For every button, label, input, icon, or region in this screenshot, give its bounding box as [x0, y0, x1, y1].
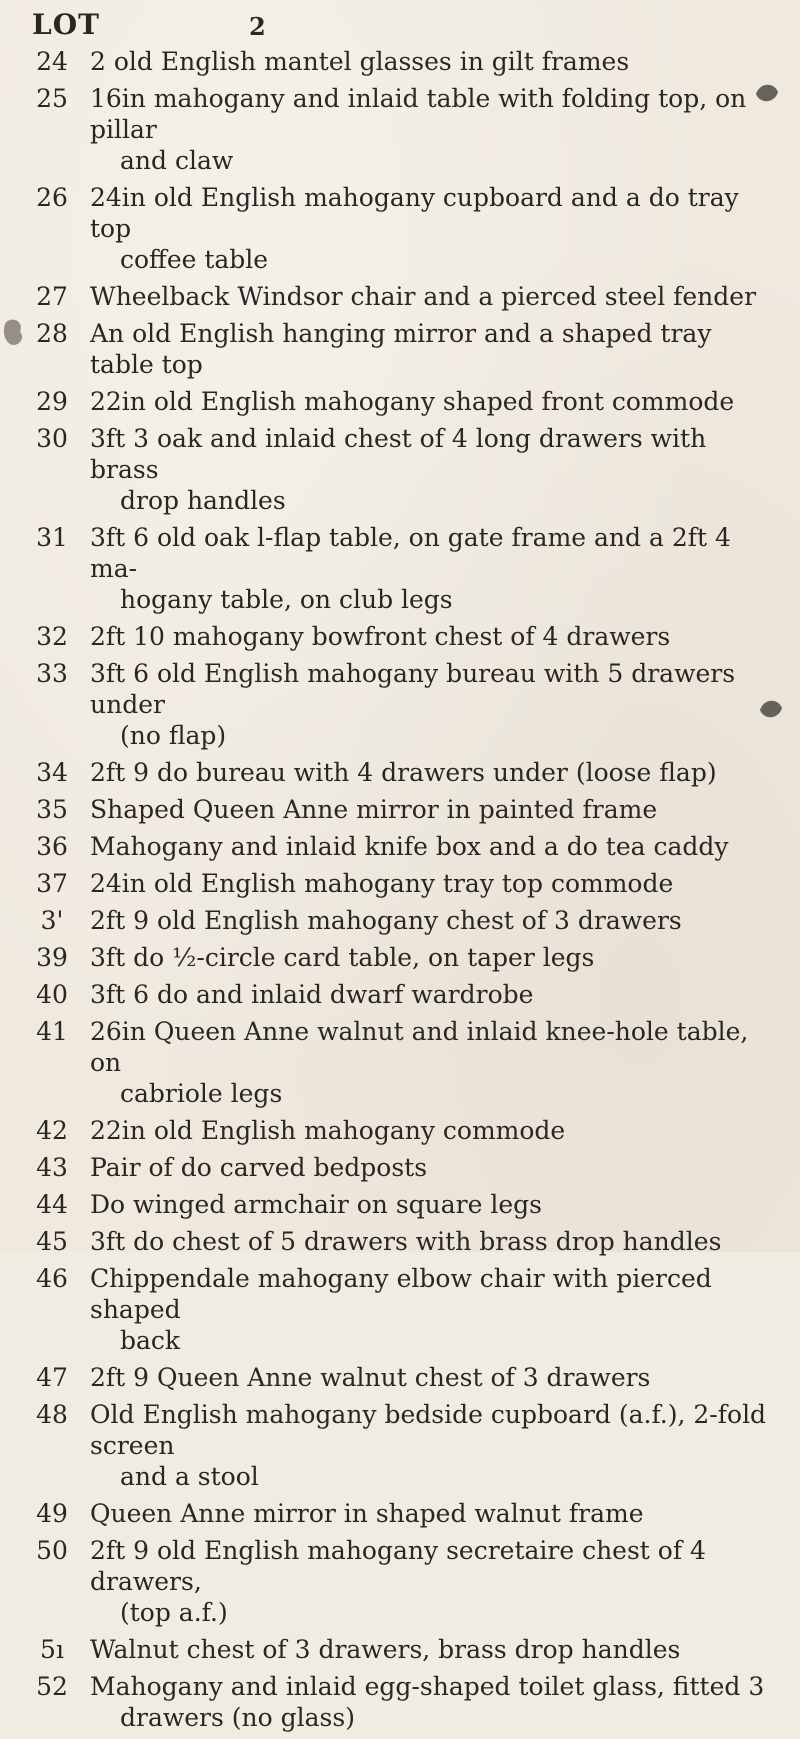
lot-description-line: 3ft 6 do and inlaid dwarf wardrobe: [90, 980, 534, 1009]
lot-description-line: Pair of do carved bedposts: [90, 1153, 428, 1182]
pencil-mark-icon: [756, 694, 786, 724]
ink-blot-icon: [2, 316, 28, 350]
lot-entry: [28, 794, 768, 825]
lot-description: [76, 83, 768, 176]
lot-entry: [28, 1016, 768, 1109]
lot-description-line: Walnut chest of 3 drawers, brass drop handles: [90, 1635, 681, 1664]
lot-number: 33: [36, 659, 68, 688]
lot-description: [76, 1671, 768, 1733]
lot-entry: [28, 1362, 768, 1393]
lot-entry: [28, 1535, 768, 1628]
lot-number: 32: [36, 622, 68, 651]
lot-number: 35: [36, 795, 68, 824]
lot-description: [76, 1263, 768, 1356]
lot-description-line: 2ft 9 Queen Anne walnut chest of 3 drawers: [90, 1363, 651, 1392]
lot-number: 49: [36, 1499, 68, 1528]
lot-description: [76, 386, 768, 417]
lot-description-continuation: (no flap): [120, 721, 227, 750]
lot-description: [76, 1189, 768, 1220]
lot-description-line: 22in old English mahogany shaped front commode: [90, 387, 735, 416]
lot-description: [76, 522, 768, 615]
lot-number: 37: [36, 869, 68, 898]
lot-entry: [28, 182, 768, 275]
lot-number: 43: [36, 1153, 68, 1182]
lot-entry: [28, 318, 768, 380]
lot-entry: [28, 386, 768, 417]
lot-entry: [28, 1671, 768, 1733]
lot-description-line: 16in mahogany and inlaid table with folding top, on pillar: [90, 84, 747, 144]
lot-description-continuation: coffee table: [120, 245, 269, 274]
lot-description-continuation: back: [120, 1326, 181, 1355]
lot-number: 26: [36, 183, 68, 212]
lot-entry: [28, 1634, 768, 1665]
lot-description-continuation: and a stool: [120, 1462, 259, 1491]
lot-entry: [28, 522, 768, 615]
pencil-mark-icon: [752, 78, 782, 108]
lot-entry: [28, 1115, 768, 1146]
lot-entry: [28, 46, 768, 77]
lot-entry: [28, 1189, 768, 1220]
lot-number: 46: [36, 1264, 68, 1293]
lot-description: [76, 46, 768, 77]
lot-description-line: Wheelback Windsor chair and a pierced steel fender: [90, 282, 757, 311]
lot-description: [76, 1362, 768, 1393]
lot-number: 45: [36, 1227, 68, 1256]
lot-number: 42: [36, 1116, 68, 1145]
lot-description: [76, 979, 768, 1010]
lot-entry: [28, 868, 768, 899]
lot-description-line: Mahogany and inlaid egg-shaped toilet glass, fitted 3: [90, 1672, 765, 1701]
lot-number: 34: [36, 758, 68, 787]
lot-number: 41: [36, 1017, 68, 1046]
lot-number: 50: [36, 1536, 68, 1565]
lot-description-line: Mahogany and inlaid knife box and a do tea caddy: [90, 832, 729, 861]
lot-description: [76, 1399, 768, 1492]
lot-description: [76, 658, 768, 751]
lot-description: [76, 1535, 768, 1628]
lot-description-line: 3ft do ½-circle card table, on taper legs: [90, 943, 595, 972]
lot-description-continuation: hogany table, on club legs: [120, 585, 453, 614]
lot-number: 5ı: [40, 1635, 64, 1664]
lot-entry: [28, 1152, 768, 1183]
lot-description-line: 24in old English mahogany cupboard and a do tray top: [90, 183, 739, 243]
lot-description: [76, 182, 768, 275]
lot-entry: [28, 423, 768, 516]
lot-description: [76, 1115, 768, 1146]
lot-description: [76, 1498, 768, 1529]
lot-description-line: 2 old English mantel glasses in gilt frames: [90, 47, 630, 76]
lot-description: [76, 831, 768, 862]
lot-number: 27: [36, 282, 68, 311]
lot-description-line: 3ft do chest of 5 drawers with brass drop handles: [90, 1227, 722, 1256]
page-number: 2: [249, 12, 266, 41]
lot-description-line: Shaped Queen Anne mirror in painted frame: [90, 795, 658, 824]
lot-entry: [28, 905, 768, 936]
lot-number: 47: [36, 1363, 68, 1392]
lot-number: 40: [36, 980, 68, 1009]
lot-entry: [28, 831, 768, 862]
lot-entry: [28, 1263, 768, 1356]
lot-description: [76, 1634, 768, 1665]
lot-description-line: Queen Anne mirror in shaped walnut frame: [90, 1499, 644, 1528]
lot-entry: [28, 658, 768, 751]
lot-entry: [28, 281, 768, 312]
lot-description: [76, 423, 768, 516]
lot-description-line: An old English hanging mirror and a shaped tray table top: [90, 319, 712, 379]
lot-description-continuation: and claw: [120, 146, 234, 175]
lot-description: [76, 1016, 768, 1109]
lot-number: 48: [36, 1400, 68, 1429]
lot-number: 25: [36, 84, 68, 113]
lot-description-continuation: cabriole legs: [120, 1079, 283, 1108]
lot-description-line: 2ft 9 do bureau with 4 drawers under (loose flap): [90, 758, 717, 787]
lot-description-line: 3ft 6 old oak l-flap table, on gate frame and a 2ft 4 ma-: [90, 523, 731, 583]
lot-description-line: 2ft 10 mahogany bowfront chest of 4 drawers: [90, 622, 671, 651]
lot-description: [76, 905, 768, 936]
lot-column-heading: LOT: [32, 8, 100, 41]
lot-description: [76, 621, 768, 652]
lot-number: 39: [36, 943, 68, 972]
lot-number: 3': [40, 906, 64, 935]
lot-description-continuation: drop handles: [120, 486, 286, 515]
lot-description-line: Do winged armchair on square legs: [90, 1190, 543, 1219]
lot-description: [76, 281, 768, 312]
lot-description: [76, 1226, 768, 1257]
lot-entry: [28, 942, 768, 973]
lot-description-line: Old English mahogany bedside cupboard (a.f.), 2-fold screen: [90, 1400, 767, 1460]
lot-description: [76, 318, 768, 380]
lot-number: 36: [36, 832, 68, 861]
page-header: [32, 8, 770, 48]
lot-entry: [28, 757, 768, 788]
lot-number: 44: [36, 1190, 68, 1219]
lot-entry: [28, 979, 768, 1010]
lot-number: 30: [36, 424, 68, 453]
lot-number: 29: [36, 387, 68, 416]
lot-description: [76, 868, 768, 899]
lot-list: [28, 46, 768, 1739]
lot-description: [76, 757, 768, 788]
lot-entry: [28, 621, 768, 652]
lot-number: 52: [36, 1672, 68, 1701]
lot-description-line: 2ft 9 old English mahogany chest of 3 drawers: [90, 906, 682, 935]
lot-entry: [28, 83, 768, 176]
lot-description-line: 3ft 3 oak and inlaid chest of 4 long drawers with brass: [90, 424, 707, 484]
lot-description-line: Chippendale mahogany elbow chair with pierced shaped: [90, 1264, 712, 1324]
lot-number: 31: [36, 523, 68, 552]
lot-number: 28: [36, 319, 68, 348]
lot-description: [76, 794, 768, 825]
lot-description-line: 3ft 6 old English mahogany bureau with 5 drawers under: [90, 659, 736, 719]
lot-description-line: 2ft 9 old English mahogany secretaire chest of 4 drawers,: [90, 1536, 706, 1596]
lot-description-continuation: (top a.f.): [120, 1598, 228, 1627]
lot-entry: [28, 1399, 768, 1492]
lot-description-line: 26in Queen Anne walnut and inlaid knee-hole table, on: [90, 1017, 749, 1077]
lot-description-line: 24in old English mahogany tray top commode: [90, 869, 674, 898]
lot-description: [76, 1152, 768, 1183]
lot-entry: [28, 1498, 768, 1529]
lot-description-continuation: drawers (no glass): [120, 1703, 355, 1732]
lot-description-line: 22in old English mahogany commode: [90, 1116, 566, 1145]
lot-entry: [28, 1226, 768, 1257]
lot-description: [76, 942, 768, 973]
lot-number: 24: [36, 47, 68, 76]
